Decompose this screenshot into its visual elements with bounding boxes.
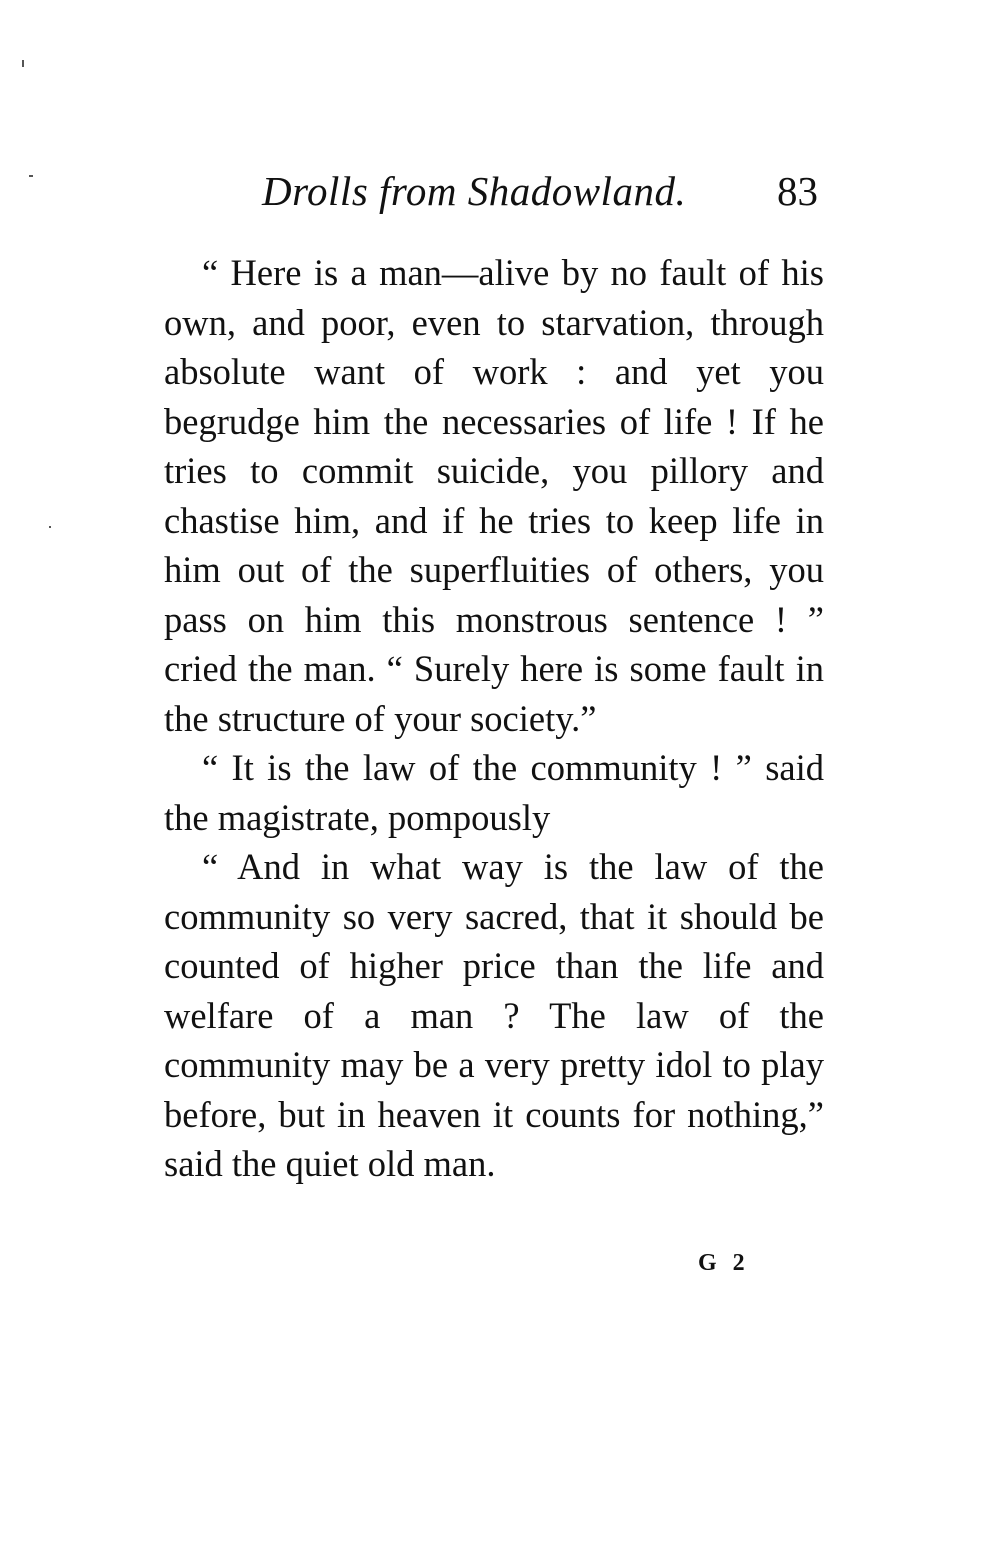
paragraph: “ And in what way is the law of the community so very sacred, that it should be counted of higher price than the life and welfare of a man ? The law of the community may be a very pretty idol to play before, but in heaven it counts for nothing,” said the quiet old man. — [164, 846, 824, 1184]
body-text — [164, 248, 824, 1189]
page-number: 83 — [777, 168, 818, 214]
running-title: Drolls from Shadowland. — [262, 168, 687, 214]
signature-mark: G 2 — [698, 1250, 750, 1276]
margin-speck — [49, 526, 51, 528]
paragraph: “ It is the law of the community ! ” said the magistrate, pompously — [164, 747, 824, 838]
margin-speck — [22, 60, 24, 67]
margin-speck — [29, 175, 33, 177]
running-head — [262, 166, 822, 222]
paragraph: “ Here is a man—alive by no fault of his own, and poor, even to starvation, through absolute want of work : and yet you begrudge him the necessaries of life ! If he tries to commit suicide, you pillory and chastise him, and if he tries to keep life in him out of the superfluities of others, you pass on him this monstrous sentence ! ” cried the man. “ Surely here is some fault in the structure of your society.” — [164, 252, 824, 739]
